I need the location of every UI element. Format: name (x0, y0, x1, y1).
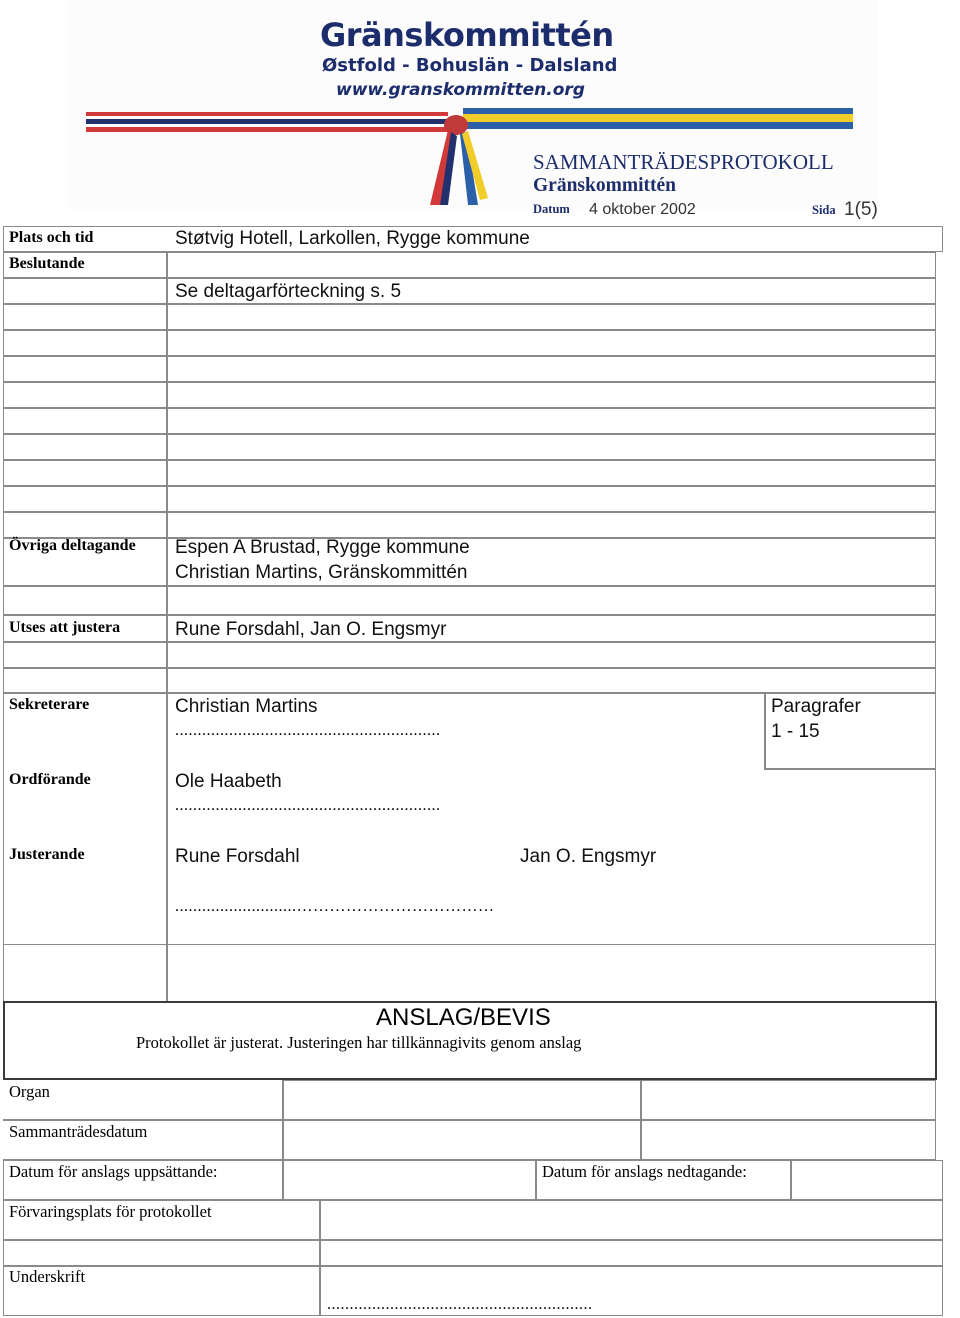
plats-value: Støtvig Hotell, Larkollen, Rygge kommune (175, 228, 530, 249)
datum-label: Datum (533, 202, 570, 216)
row-blank (3, 944, 936, 1002)
sida-value: 1(5) (844, 199, 878, 220)
justerande-label: Justerande (9, 846, 85, 863)
plats-label: Plats och tid (9, 229, 94, 246)
justerande-signature-line[interactable]: ...........................……………………………… (175, 898, 495, 915)
sammantradesdatum-input-cell-2[interactable] (641, 1120, 936, 1160)
sammantradesdatum-input-cell[interactable] (283, 1120, 641, 1160)
utses-value: Rune Forsdahl, Jan O. Engsmyr (175, 619, 447, 640)
paragrafer-value: 1 - 15 (771, 721, 820, 742)
organization-logo (68, 0, 878, 210)
organ-label: Organ (9, 1082, 50, 1101)
row-blank (3, 512, 936, 538)
underskrift-label: Underskrift (9, 1267, 86, 1286)
organ-input-cell-2[interactable] (641, 1080, 936, 1120)
row-blank (3, 668, 936, 693)
row-blank (3, 642, 936, 668)
logo-url: www.granskommitten.org (336, 80, 585, 100)
paragrafer-divider (764, 693, 766, 769)
logo-title: Gränskommittén (320, 16, 614, 54)
sida-label: Sida (812, 203, 836, 217)
justerande-name-1: Rune Forsdahl (175, 846, 300, 867)
uppsattande-label: Datum för anslags uppsättande: (9, 1162, 218, 1181)
row-blank (3, 460, 936, 486)
row-blank (320, 1240, 943, 1266)
row-blank (3, 330, 936, 356)
organization-name: Gränskommittén (533, 175, 676, 196)
sekreterare-signature-line[interactable]: ........................................................... (175, 722, 441, 739)
row-blank (3, 356, 936, 382)
row-blank (3, 278, 936, 304)
logo-regions: Østfold - Bohuslän - Dalsland (322, 55, 618, 76)
column-divider (166, 252, 168, 693)
forvaring-label: Förvaringsplats för protokollet (9, 1202, 212, 1221)
row-utses (3, 615, 936, 642)
row-blank (3, 1240, 320, 1266)
paragrafer-label: Paragrafer (771, 696, 861, 717)
organ-input-cell[interactable] (283, 1080, 641, 1120)
row-blank (3, 304, 936, 330)
utses-label: Utses att justera (9, 619, 121, 636)
nedtagande-input-cell[interactable] (791, 1160, 943, 1200)
sekreterare-name: Christian Martins (175, 696, 318, 717)
forvaring-input-cell[interactable] (320, 1200, 943, 1240)
ovriga-value-1: Espen A Brustad, Rygge kommune (175, 537, 470, 558)
anslag-subtitle: Protokollet är justerat. Justeringen har tillkännagivits genom anslag (136, 1033, 582, 1052)
uppsattande-input-cell[interactable] (283, 1160, 536, 1200)
sekreterare-label: Sekreterare (9, 696, 90, 713)
ordforande-name: Ole Haabeth (175, 771, 282, 792)
sammantradesdatum-label: Sammanträdesdatum (9, 1122, 148, 1141)
ordforande-signature-line[interactable]: ........................................................... (175, 797, 441, 814)
ovriga-value-2: Christian Martins, Gränskommittén (175, 562, 468, 583)
underskrift-signature-line[interactable]: ........................................................... (327, 1296, 593, 1313)
nedtagande-label: Datum för anslags nedtagande: (542, 1162, 747, 1181)
ovriga-label: Övriga deltagande (9, 537, 136, 554)
row-blank (3, 382, 936, 408)
row-blank (3, 408, 936, 434)
row-blank (3, 486, 936, 512)
ordforande-label: Ordförande (9, 771, 91, 788)
datum-value: 4 oktober 2002 (589, 201, 696, 218)
paragrafer-divider (764, 768, 936, 770)
document-type: SAMMANTRÄDESPROTOKOLL (533, 150, 834, 174)
beslutande-label: Beslutande (9, 255, 85, 272)
row-blank (3, 586, 936, 615)
beslutande-value: Se deltagarförteckning s. 5 (175, 281, 402, 302)
row-blank (3, 434, 936, 460)
anslag-title: ANSLAG/BEVIS (376, 1004, 551, 1031)
justerande-name-2: Jan O. Engsmyr (520, 846, 657, 867)
row-beslutande (3, 252, 936, 278)
